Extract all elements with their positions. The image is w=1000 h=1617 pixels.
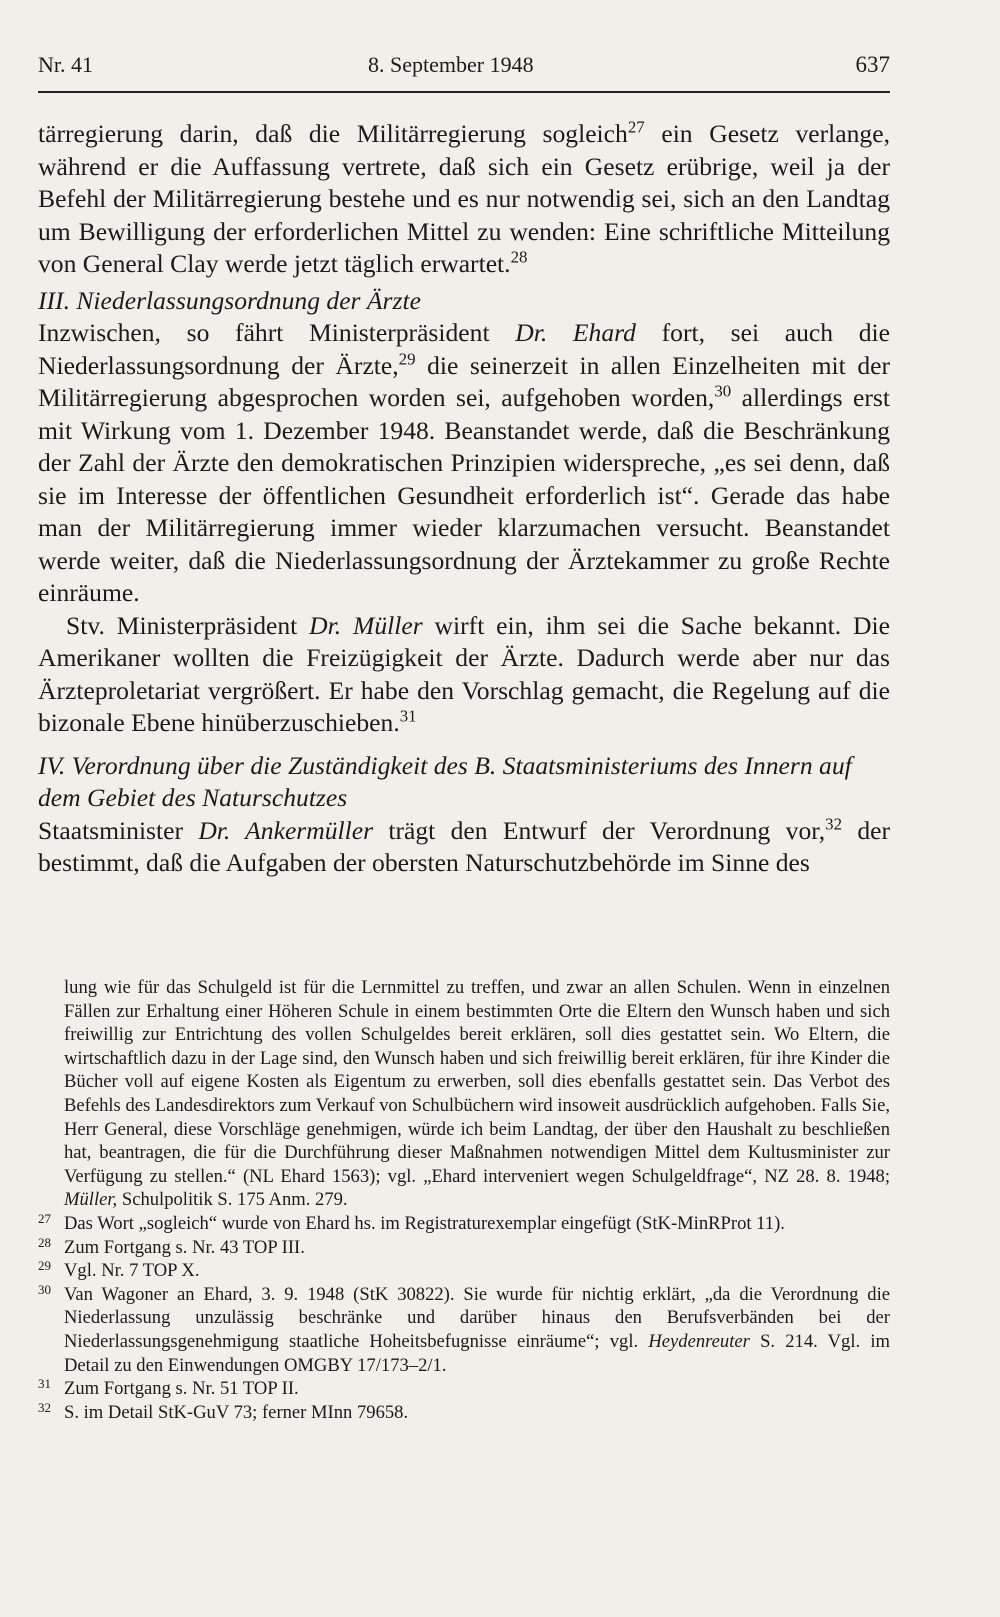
document-number: Nr. 41 [38, 52, 93, 77]
author-name: Müller, [64, 1189, 118, 1211]
footnote-text [64, 1283, 890, 1377]
footnote-number: 30 [38, 1281, 51, 1297]
text-run: fort, sei auch die Niederlassungsordnung der Ärzte, [38, 318, 891, 380]
footnote-ref-32: 32 [825, 814, 843, 834]
paragraph-3 [38, 610, 890, 740]
footnote-ref-31: 31 [399, 706, 417, 726]
footnote-31 [38, 1377, 890, 1401]
footnote-30 [38, 1283, 890, 1377]
section-heading-iv: IV. Verordnung über die Zuständigkeit des B. Staatsministeriums des Innern auf dem Gebiet des Naturschutzes [38, 750, 852, 812]
text-run: Inzwischen, so fährt Ministerpräsident [38, 318, 516, 347]
footnote-text: S. im Detail StK-GuV 73; ferner MInn 79658. [64, 1401, 409, 1423]
author-name: Heydenreuter [648, 1330, 750, 1352]
text-run: Staatsminister [38, 815, 199, 845]
paragraph-2 [38, 317, 890, 610]
footnote-ref-30: 30 [714, 381, 732, 401]
text-run: wirft ein, ihm sei die Sache bekannt. Die Amerikaner wollten die Freizügigkeit der Ärzte. Dadurch werde aber nur das Ärzteproletariat vergrößert. Er habe den Vorschlag gemacht, die Regelung auf die bizonale Ebene hinüberzuschieben. [38, 610, 890, 737]
person-name: Dr. Müller [309, 610, 423, 640]
text-run: Schulpolitik S. 175 Anm. 279. [117, 1189, 348, 1211]
footnote-number: 27 [38, 1210, 51, 1226]
text-run: S. 214. Vgl. im Detail zu den Einwendungen OMGBY 17/173–2/1. [64, 1330, 890, 1376]
text-run: lung wie für das Schulgeld ist für die Lernmittel zu treffen, und zwar an allen Schulen. Wenn in einzelnen Fällen zur Erhaltung einer Höheren Schule in einem bestimmten Orte die Eltern den Wunsch haben und sich freiwillig zur Entrichtung des vollen Schulgeldes bereit erklären, soll dies gestattet sein. Wo Eltern, die wirtschaftlich dazu in der Lage sind, den Wunsch haben und sich freiwillig bereit erklären, für ihre Kinder die Bücher voll auf eigene Kosten als Eigentum zu erwerben, soll dies ebenfalls gestattet sein. Das Verbot des Befehls des Landesdirektors zum Verkauf von Schulbüchern wird insoweit ausdrücklich aufgehoben. Falls Sie, Herr General, diese Vorschläge genehmigen, würde ich beim Landtag, der über den Haushalt zu beschließen hat, beantragen, die für die Durchführung dieser Maßnahmen notwendigen Mittel dem Kultusminister zur Verfügung zu stellen.“ (NL Ehard 1563); vgl. „Ehard interveniert wegen Schulgeldfrage“, NZ 28. 8. 1948; [64, 977, 890, 1187]
footnote-number: 28 [38, 1234, 51, 1250]
footnote-text: Das Wort „sogleich“ wurde von Ehard hs. im Registraturexemplar eingefügt (StK-MinRProt 11). [64, 1212, 785, 1234]
footnote-text: Zum Fortgang s. Nr. 51 TOP II. [64, 1378, 299, 1400]
footnote-27 [38, 1212, 890, 1236]
footnote-ref-28: 28 [510, 247, 528, 267]
footnote-text: Zum Fortgang s. Nr. 43 TOP III. [64, 1236, 305, 1258]
header-rule [38, 91, 890, 93]
footnote-continuation [38, 976, 890, 1212]
text-run: tärregierung darin, daß die Militärregierung sogleich [38, 119, 628, 148]
footnote-ref-27: 27 [627, 117, 645, 137]
person-name: Dr. Ehard [515, 318, 636, 347]
main-text [38, 118, 890, 880]
header-date: 8. September 1948 [368, 52, 534, 77]
page-number: 637 [855, 52, 890, 77]
footnote-29 [38, 1259, 890, 1283]
section-heading-iii: III. Niederlassungsordnung der Ärzte [38, 285, 421, 315]
footnote-number: 32 [38, 1399, 51, 1415]
footnote-ref-29: 29 [398, 349, 416, 369]
running-header [38, 52, 890, 86]
footnote-number: 29 [38, 1258, 51, 1274]
text-run: trägt den Entwurf der Verordnung vor, [373, 815, 826, 845]
footnote-number: 31 [38, 1376, 51, 1392]
footnote-text: Vgl. Nr. 7 TOP X. [64, 1260, 200, 1282]
paragraph-1 [38, 118, 890, 281]
text-run: der bestimmt, daß die Aufgaben der obersten Naturschutzbehörde im Sinne des [38, 815, 891, 877]
footnotes [38, 976, 890, 1424]
footnote-28 [38, 1236, 890, 1260]
text-run: die seinerzeit in allen Einzelheiten mit der Militärregierung abgesprochen worden sei, aufgehoben worden, [38, 350, 890, 412]
text-run: ein Gesetz verlange, während er die Auffassung vertrete, daß sich ein Gesetz erübrige, weil ja der Befehl der Militärregierung bestehe und es nur notwendig sei, sich an den Landtag um Bewilligung der erforderlichen Mittel zu wenden: Eine schriftliche Mitteilung von General Clay werde jetzt täglich erwartet. [38, 119, 890, 278]
footnote-32 [38, 1401, 890, 1425]
person-name: Dr. Ankermüller [198, 815, 374, 845]
paragraph-4 [38, 815, 890, 880]
text-run: allerdings erst mit Wirkung vom 1. Dezember 1948. Beanstandet werde, daß die Beschränkung der Zahl der Ärzte den demokratischen Prinzipien widerspreche, „es sei denn, daß sie im Interesse der öffentlichen Gesundheit erforderlich ist“. Gerade das habe man der Militärregierung immer wieder klarzumachen versucht. Beanstandet werde weiter, daß die Niederlassungsordnung der Ärztekammer zu große Rechte einräume. [38, 383, 890, 607]
text-run: Van Wagoner an Ehard, 3. 9. 1948 (StK 30822). Sie wurde für nichtig erklärt, „da die Verordnung die Niederlassung unzulässig beschränke und darüber hinaus den Berufsverbänden bei der Niederlassungsgenehmigung staatliche Hoheitsbefugnisse einräume“; vgl. [64, 1283, 890, 1352]
text-run: Stv. Ministerpräsident [66, 610, 310, 640]
